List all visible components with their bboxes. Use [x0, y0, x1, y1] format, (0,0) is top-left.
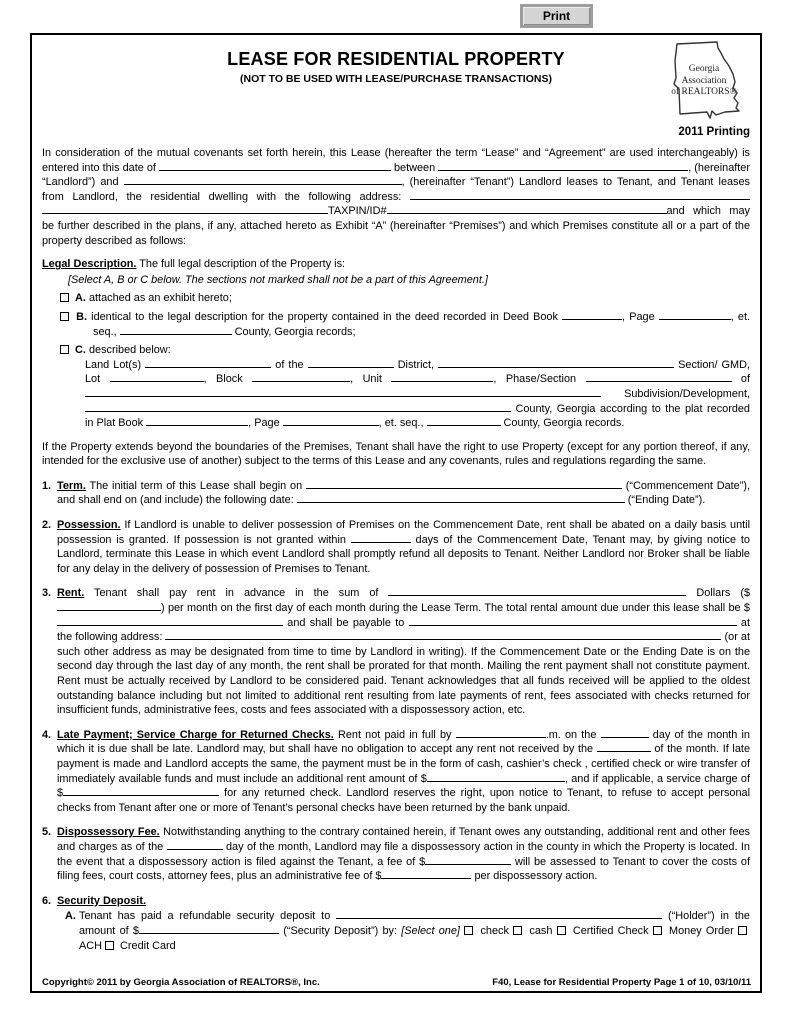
section-content: [57, 894, 750, 909]
text-run: of: [731, 373, 751, 386]
text-run: Tenant has paid a refundable security deposit to: [79, 910, 337, 923]
blank-field: [409, 616, 737, 626]
blank-field: [438, 358, 674, 368]
text-run: (“Security Deposit”) by:: [278, 924, 402, 937]
logo-text: [662, 64, 746, 99]
text-run: day of the month in which it is due shall be late. Landlord may, but shall have no obligation to accept any rent not received by the: [57, 728, 750, 756]
blank-field: [601, 728, 649, 738]
blank-field: [410, 190, 750, 200]
blank-field: [308, 358, 394, 368]
section-content: [57, 479, 750, 508]
text-run: , Page: [622, 310, 659, 323]
text-run: cash: [525, 924, 557, 937]
text-run: (“Commencement Date”), and shall end on (and include) the following date:: [57, 479, 750, 507]
checkbox-legal-a[interactable]: [60, 293, 69, 302]
text-run: .m. on the: [545, 728, 601, 741]
section-number: 2.: [42, 519, 52, 532]
blank-field: [165, 630, 721, 640]
blank-field: [597, 742, 651, 752]
property-extends-paragraph: [42, 440, 750, 469]
blank-field: [336, 909, 662, 919]
blank-field: [351, 533, 411, 543]
italic-note: [Select one]: [401, 924, 460, 937]
text-run: , Phase/Section: [493, 373, 586, 386]
legal-option-b: [42, 310, 750, 339]
text-run: attached as an exhibit hereto;: [85, 292, 232, 305]
text-run: Rent not paid in full by: [333, 728, 456, 741]
section-number: 4.: [42, 728, 52, 741]
logo-line-1: Georgia: [688, 64, 720, 74]
item-content: [79, 909, 750, 953]
text-run: between: [390, 161, 439, 174]
blank-field: [306, 479, 622, 489]
section-number: 3.: [42, 587, 52, 600]
text-run: day of the month, Landlord may file a dispossessory action in the county in which the Property is located. In the event that a dispossessory action is filed against the Tenant, a fee of $: [57, 840, 750, 868]
copyright-text: Copyright© 2011 by Georgia Association of REALTORS®, Inc.: [42, 977, 320, 988]
bold-text: B.: [76, 310, 88, 323]
text-run: ACH: [79, 939, 106, 952]
legal-option-a: [42, 291, 750, 306]
text-run: , et. seq.,: [378, 417, 427, 430]
text-run: The full legal description of the Property is:: [136, 258, 346, 271]
document-footer: [42, 977, 751, 988]
blank-field: [124, 175, 402, 185]
text-run: will be assessed to Tenant to cover the costs of filing fees, court costs, attorney fees, plus an administrative fee of $: [57, 855, 750, 883]
legal-description-heading: [42, 257, 750, 272]
print-button[interactable]: Print: [520, 4, 593, 28]
text-run: ) per month on the first day of each month during the Lease Term. The total rental amount due under this lease shall be $: [161, 602, 750, 615]
document-page: [30, 33, 762, 993]
legal-option-c-details: [42, 358, 750, 431]
text-run: , Unit: [350, 373, 392, 386]
blank-field: [139, 924, 279, 934]
blank-field: [297, 493, 625, 503]
text-run: , (hereinafter “Landlord”) and: [42, 161, 750, 189]
checkbox-legal-c[interactable]: [60, 345, 69, 354]
checkbox-credit-card[interactable]: [105, 941, 114, 950]
text-run: If the Property extends beyond the boundaries of the Premises, Tenant shall have the right to use Property (except for any portion thereof, if any, intended for the exclusive use of another) subject to the terms of this Lease and any covenants, rules and regulations regarding the same.: [42, 440, 750, 468]
italic-note: [Select A, B or C below. The sections not marked shall not be a part of this Agreement.]: [68, 273, 488, 286]
section-content: [57, 586, 750, 717]
text-run: If Landlord is unable to deliver possession of Premises on the Commencement Date, rent shall be abated on a daily basis until possession is granted. If possession is not granted within: [57, 519, 750, 546]
blank-field: [427, 416, 501, 426]
section-heading: Late Payment; Service Charge for Returned Checks.: [57, 728, 334, 741]
blank-field: [391, 372, 493, 382]
blank-field: [456, 728, 546, 738]
section-content: [57, 518, 750, 576]
section-number: 5.: [42, 826, 52, 839]
blank-field: [252, 372, 350, 382]
text-run: , Page: [248, 417, 283, 430]
gar-logo: [654, 41, 750, 138]
checkbox-cash[interactable]: [513, 926, 522, 935]
checkbox-legal-b[interactable]: [60, 312, 69, 321]
blank-field: [159, 161, 391, 171]
text-run: The initial term of this Lease shall begin on: [85, 479, 306, 492]
legal-option-c: [42, 343, 750, 358]
blank-field: [586, 372, 732, 382]
text-run: per dispossessory action.: [471, 870, 598, 883]
blank-field: [659, 310, 731, 320]
section-late-payment: [42, 728, 750, 816]
section-content: [57, 825, 750, 883]
text-run: days of the Commencement Date, Tenant may, by giving notice to Landlord, terminate this Lease in which event Landlord shall promptly refund all deposits to Tenant. Neither Landlord nor Broker shall be liable for any delay in the delivery of possession of Premises to Tenant.: [57, 533, 750, 575]
section-content: [57, 728, 750, 816]
bold-text: C.: [75, 344, 86, 357]
text-run: , and if applicable, a service charge of $: [57, 772, 750, 800]
section-heading: Rent.: [57, 587, 85, 600]
blank-field: [381, 869, 471, 879]
text-run: identical to the legal description for the property contained in the deed recorded in Deed Book: [87, 310, 563, 323]
text-run: District,: [393, 358, 439, 371]
blank-field: [425, 855, 511, 865]
printing-year: 2011 Printing: [678, 126, 750, 138]
document-body: [42, 146, 750, 953]
blank-field: [63, 786, 219, 796]
blank-field: [146, 416, 248, 426]
text-run: for any returned check. Landlord reserves the right, upon notice to Tenant, to refuse to accept personal checks from Tenant after one or more of Tenant’s personal checks have been returned by the bank unpaid.: [57, 787, 750, 814]
blank-field: [57, 601, 161, 611]
blank-field: [427, 772, 565, 782]
blank-field: [85, 402, 511, 412]
text-run: (“Ending Date”).: [624, 494, 706, 507]
text-run: Credit Card: [117, 939, 176, 952]
blank-field: [387, 204, 667, 214]
section-number: 1.: [42, 479, 52, 492]
blank-field: [167, 840, 223, 850]
text-run: County, Georgia according to the plat recorded in Plat Book: [85, 402, 750, 430]
text-run: described below:: [85, 344, 171, 357]
text-run: , (hereinafter “Tenant”) Landlord leases to Tenant, and Tenant leases from Landlord, the residential dwelling with the following address:: [42, 176, 750, 203]
blank-field: [120, 325, 232, 335]
text-run: and shall be payable to: [283, 616, 409, 629]
text-run: Notwithstanding anything to the contrary contained herein, if Tenant owes any outstanding, additional rent and other fees and charges as of the: [57, 826, 751, 853]
logo-line-3: of REALTORS®: [671, 87, 737, 97]
text-run: Money Order: [664, 924, 739, 937]
text-run: of the month. If late payment is made and Landlord accepts the same, the payment must be in the form of cash, cashier’s check , certified check or wire transfer of immediately available funds and must include an additional rent amount of $: [57, 743, 750, 785]
text-run: , Block: [203, 373, 253, 386]
bold-text: A.: [75, 292, 86, 305]
item-letter: A.: [65, 910, 76, 923]
text-run: Dollars ($: [686, 587, 751, 600]
text-run: TAXPIN/ID#: [328, 205, 387, 218]
section-dispossessory-fee: [42, 825, 750, 883]
section-heading: Security Deposit.: [57, 894, 146, 907]
checkbox-check[interactable]: [464, 926, 473, 935]
text-run: In consideration of the mutual covenants set forth herein, this Lease (hereafter the term “Lease” and “Agreement” are used interchangeably) is entered into this date of: [42, 147, 750, 174]
checkbox-certified-check[interactable]: [557, 926, 566, 935]
select-abc-note: [42, 273, 750, 288]
blank-field: [438, 161, 688, 171]
text-run: County, Georgia records.: [500, 417, 625, 430]
section-security-deposit: [42, 894, 750, 909]
text-run: at the following address:: [57, 616, 750, 644]
checkbox-ach[interactable]: [738, 926, 747, 935]
section-heading: Possession.: [57, 519, 121, 532]
text-run: check: [476, 924, 514, 937]
page-title: LEASE FOR RESIDENTIAL PROPERTY: [227, 49, 565, 69]
blank-field: [57, 616, 283, 626]
intro-paragraph: [42, 146, 750, 248]
section-number: 6.: [42, 894, 52, 907]
security-deposit-item-a: [42, 909, 750, 953]
section-heading: Term.: [57, 479, 86, 492]
page-subtitle: (NOT TO BE USED WITH LEASE/PURCHASE TRANSACTIONS): [240, 73, 552, 85]
section-rent: [42, 586, 750, 717]
checkbox-money-order[interactable]: [653, 926, 662, 935]
section-term: [42, 479, 750, 508]
text-run: (or at such other address as may be designated from time to time by Landlord in writing). If the Commencement Date or the Ending Date is on the second day through the last day of any month, the rent shall be prorated for that month. Mailing the rent payment shall not constitute payment. Rent must be actually received by Landlord to be considered paid. Tenant acknowledges that all funds received will be applied to the oldest outstanding balance including but not limited to additional rent resulting from late payments of rent, fees associated with checks returned for insufficient funds, administrative fees, costs and fees associated with a dispossessory action, etc.: [57, 631, 750, 717]
text-run: Section/ GMD, Lot: [85, 358, 750, 386]
document-header: [42, 40, 750, 146]
section-possession: [42, 518, 750, 576]
blank-field: [110, 372, 204, 382]
logo-line-2: Association: [681, 75, 727, 86]
text-run: , et. seq.,: [93, 310, 750, 338]
blank-field: [145, 358, 271, 368]
form-page-reference: F40, Lease for Residential Property Page 1 of 10, 03/10/11: [492, 977, 751, 988]
text-run: County, Georgia records;: [231, 325, 356, 338]
text-run: Land Lot(s): [85, 358, 146, 371]
text-run: of the: [271, 358, 308, 371]
text-run: and which may be further described in the plans, if any, attached hereto as Exhibit “A” (hereinafter “Premises”) and which Premises constitute all or a part of the property described as follows:: [42, 205, 750, 247]
blank-field: [85, 387, 601, 397]
section-heading: Dispossessory Fee.: [57, 826, 160, 839]
blank-field: [283, 416, 379, 426]
text-run: Tenant shall pay rent in advance in the sum of: [84, 587, 389, 600]
title-block: [42, 40, 750, 85]
blank-field: [388, 586, 686, 596]
blank-field: [42, 204, 328, 214]
blank-field: [562, 310, 622, 320]
text-run: Subdivision/Development,: [601, 387, 750, 400]
section-heading: Legal Description.: [42, 258, 137, 271]
text-run: Certified Check: [568, 924, 653, 937]
text-run: (“Holder”) in the amount of $: [79, 910, 750, 937]
